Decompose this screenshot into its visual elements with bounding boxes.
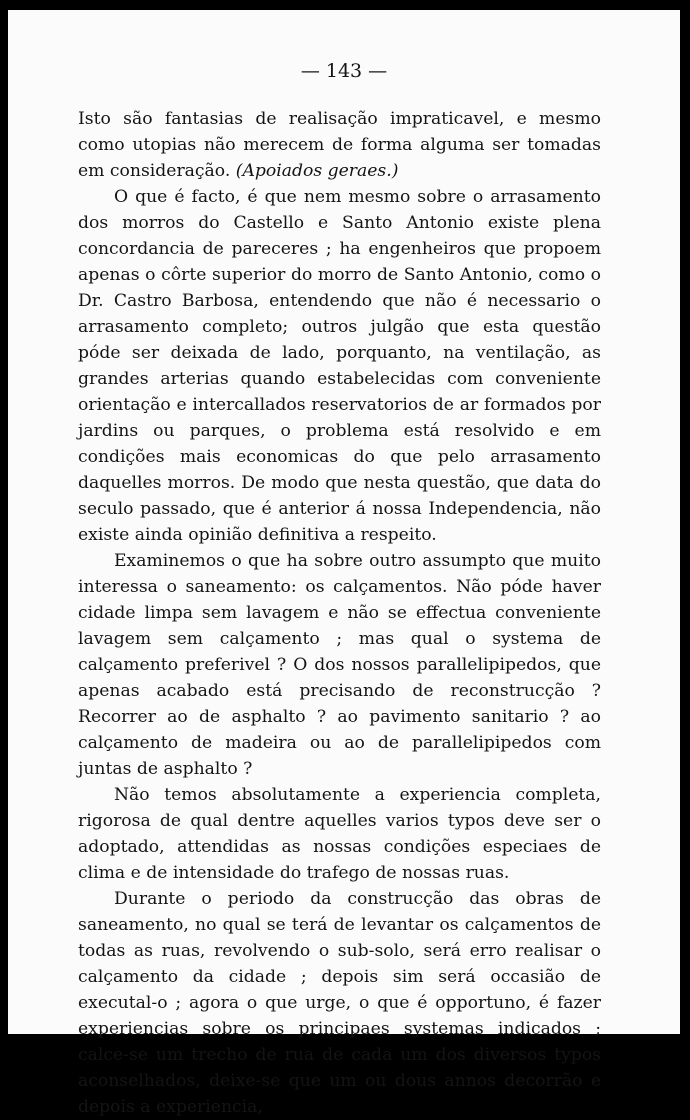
paragraph-1-italic-remark: (Apoiados geraes.) bbox=[230, 161, 399, 181]
document-page bbox=[8, 10, 680, 1117]
paragraph-5: Durante o periodo da construcção das obras de saneamento, no qual se terá de levantar os calçamentos de todas as ruas, revolvendo o sub-solo, será erro realisar o calçamento da cidade ; depois sim será occasião de executal-o ; agora o que urge, o que é opportuno, é fazer experiencias sobre os principaes systemas indicados ; calce-se um trecho de rua de cada um dos diversos typos aconselhados, deixe-se que um ou dous annos decorrão e depois a experiencia, bbox=[78, 889, 601, 1117]
paragraph-1-text: Isto são fantasias de realisação impraticavel, e mesmo como utopias não merecem de forma alguma ser tomadas em consideração. bbox=[78, 109, 601, 181]
paragraph-2: O que é facto, é que nem mesmo sobre o arrasamento dos morros do Castello e Santo Antonio existe plena concordancia de pareceres ; ha engenheiros que propoem apenas o côrte superior do morro de Santo Antonio, como o Dr. Castro Barbosa, entendendo que não é necessario o arrasamento completo; outros julgão que esta questão póde ser deixada de lado, porquanto, na ventilação, as grandes arterias quando estabelecidas com conveniente orientação e intercallados reservatorios de ar formados por jardins ou parques, o problema está resolvido e em condições mais economicas do que pelo arrasamento daquelles morros. De modo que nesta questão, que data do seculo passado, que é anterior á nossa Independencia, não existe ainda opinião definitiva a respeito. bbox=[78, 187, 601, 545]
body-text bbox=[78, 106, 601, 1120]
paragraph-1 bbox=[78, 106, 601, 184]
paragraph-3: Examinemos o que ha sobre outro assumpto que muito interessa o saneamento: os calçamentos. Não póde haver cidade limpa sem lavagem e não se effectua conveniente lavagem sem calçamento ; mas qual o systema de calçamento preferivel ? O dos nossos parallelipipedos, que apenas acabado está precisando de reconstrucção ? Recorrer ao de asphalto ? ao pavimento sanitario ? ao calçamento de madeira ou ao de parallelipipedos com juntas de asphalto ? bbox=[78, 551, 601, 779]
paragraph-4: Não temos absolutamente a experiencia completa, rigorosa de qual dentre aquelles varios typos deve ser o adoptado, attendidas as nossas condições especiaes de clima e de intensidade do trafego de nossas ruas. bbox=[78, 785, 601, 883]
page-number: — 143 — bbox=[300, 60, 388, 82]
